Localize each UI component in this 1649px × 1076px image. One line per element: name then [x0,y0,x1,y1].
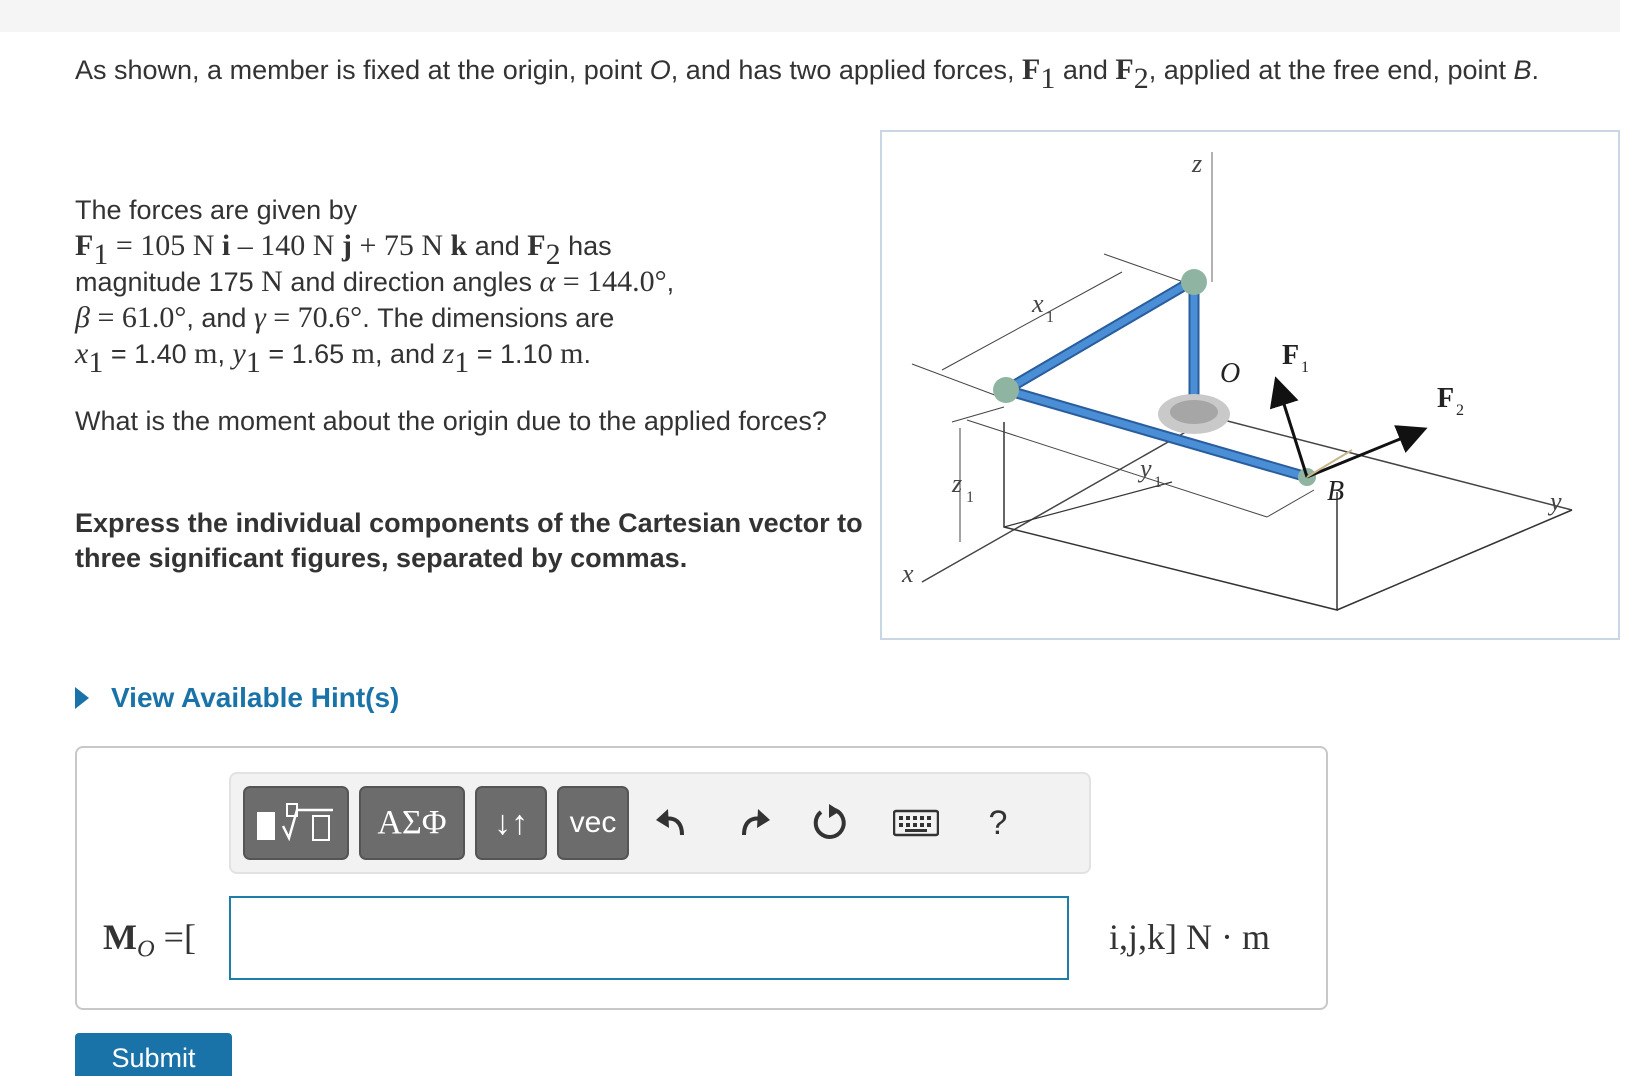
alpha-value: = 144.0° [555,265,667,298]
templates-button[interactable] [243,786,349,860]
greek-symbols-button[interactable]: ΑΣΦ [359,786,465,860]
force-ref-line [1307,450,1352,477]
hint-label: View Available Hint(s) [111,682,400,713]
given-line [75,300,835,336]
unit-meter: m [560,337,584,370]
f2-subscript: 2 [545,238,561,271]
given-text: , [217,339,233,369]
redo-button[interactable] [725,794,783,852]
x1-symbol: x [75,337,89,370]
force-f2-label: F [1437,383,1455,414]
intro-text: and [1055,55,1116,85]
redo-icon [734,803,774,843]
dim-ext-x1 [912,364,1008,400]
vector-button[interactable]: vec [557,786,629,860]
f1-k-term: + 75 N [351,229,451,262]
unit-j: j [341,229,352,262]
z-axis-label: z [1192,149,1203,178]
given-text: has [560,231,612,261]
given-text: , [666,267,675,297]
f1-i-term: = 105 N [108,229,222,262]
y1-value: = 1.65 [260,339,352,369]
given-line [75,228,835,271]
unit-i: i [221,229,231,262]
question-text: What is the moment about the origin due to the applied forces? [75,406,827,436]
instruction-text: Express the individual components of the Cartesian vector to three significant figures, separated by commas. [75,508,863,573]
point-b-ref: B [1513,55,1532,85]
unit-label: i,j,k] N · m [1109,917,1270,957]
x1-value: = 1.40 [103,339,195,369]
base-box-edge [1004,482,1172,527]
undo-button[interactable] [643,794,701,852]
dim-y1-subscript: 1 [1154,474,1162,491]
intro-text: . [1531,55,1540,85]
problem-intro [75,52,1615,95]
given-line [75,336,835,379]
moment-equals: =[ [154,917,196,957]
member-diagram [882,132,1618,638]
y1-symbol: y [232,337,246,370]
arrows-button[interactable]: ↓↑ [475,786,547,860]
beta-value: = 61.0° [89,301,187,334]
reset-icon [809,802,851,844]
dim-line-y1 [967,420,1267,517]
force-f1-subscript: 1 [1301,359,1309,376]
submit-button[interactable]: Submit [75,1033,232,1076]
unit-k: k [450,229,468,262]
dim-x1-label: x [1032,289,1044,318]
dim-ext-x1 [1104,254,1192,285]
gamma-symbol: γ [253,301,266,334]
view-hints-link[interactable] [75,682,399,714]
answer-panel [75,746,1328,1010]
dim-line-x1 [942,272,1122,370]
moment-symbol: M [103,917,137,957]
dim-x1-subscript: 1 [1046,309,1054,326]
given-line: The forces are given by [75,195,358,225]
gamma-value: = 70.6° [265,301,363,334]
moment-label [103,916,196,963]
keyboard-icon [893,808,939,838]
y1-subscript: 1 [245,346,261,379]
help-button[interactable]: ? [988,803,1008,842]
reset-button[interactable] [801,794,859,852]
unit-meter: m [351,337,376,370]
problem-figure [880,130,1620,640]
f2-symbol: F [527,229,546,262]
f1-subscript: 1 [1040,62,1056,95]
expand-triangle-icon [75,687,89,709]
intro-text: As shown, a member is fixed at the origin, point [75,55,650,85]
f1-symbol: F [1022,53,1041,86]
given-line [75,264,835,300]
dim-ext-y1 [1267,490,1314,517]
templates-icon [253,798,339,848]
given-text: magnitude 175 [75,267,262,297]
f2-symbol: F [1115,53,1134,86]
z1-subscript: 1 [454,346,470,379]
force-f2-arrow [1307,430,1422,477]
math-toolbar [229,772,1091,874]
z1-symbol: z [442,337,455,370]
given-text: and direction angles [282,267,540,297]
base-box-edge [1337,510,1572,610]
member-segment [1006,390,1307,477]
force-f2-subscript: 2 [1456,402,1464,419]
dim-ext-z1 [952,407,1004,422]
intro-text: , and has two applied forces, [670,55,1023,85]
x1-subscript: 1 [88,346,104,379]
undo-icon [652,803,692,843]
intro-text: , applied at the free end, point [1148,55,1514,85]
f1-symbol: F [75,229,94,262]
force-f1-label: F [1282,340,1300,371]
z1-value: = 1.10 [469,339,561,369]
member-joint [1181,269,1207,295]
member-joint [993,377,1019,403]
x-axis-label: x [902,559,914,588]
given-text: and [467,231,528,261]
given-text: , and [375,339,443,369]
given-text: , and [186,303,254,333]
dim-z1-subscript: 1 [966,489,974,506]
point-o-ref: O [649,55,671,85]
keyboard-button[interactable] [881,794,951,852]
answer-input[interactable] [229,896,1069,980]
f2-subscript: 2 [1133,62,1149,95]
given-data [75,192,835,379]
base-box-outline [1004,422,1337,610]
point-b-label: B [1327,476,1345,507]
alpha-symbol: α [539,265,556,298]
dim-z1-label: z [952,469,963,498]
top-bar [0,0,1620,32]
point-o-label: O [1220,358,1241,389]
fixed-support-plate [1170,400,1218,424]
force-f1-arrow [1277,382,1307,477]
given-text: . [583,339,591,369]
dim-y1-label: y [1140,454,1152,483]
beta-symbol: β [75,301,90,334]
y-axis-label: y [1550,487,1562,516]
given-text: . The dimensions are [362,303,615,333]
f1-j-term: – 140 N [230,229,342,262]
unit-newton: N [261,265,283,298]
unit-meter: m [194,337,218,370]
moment-subscript: O [136,935,155,963]
f1-subscript: 1 [93,238,109,271]
